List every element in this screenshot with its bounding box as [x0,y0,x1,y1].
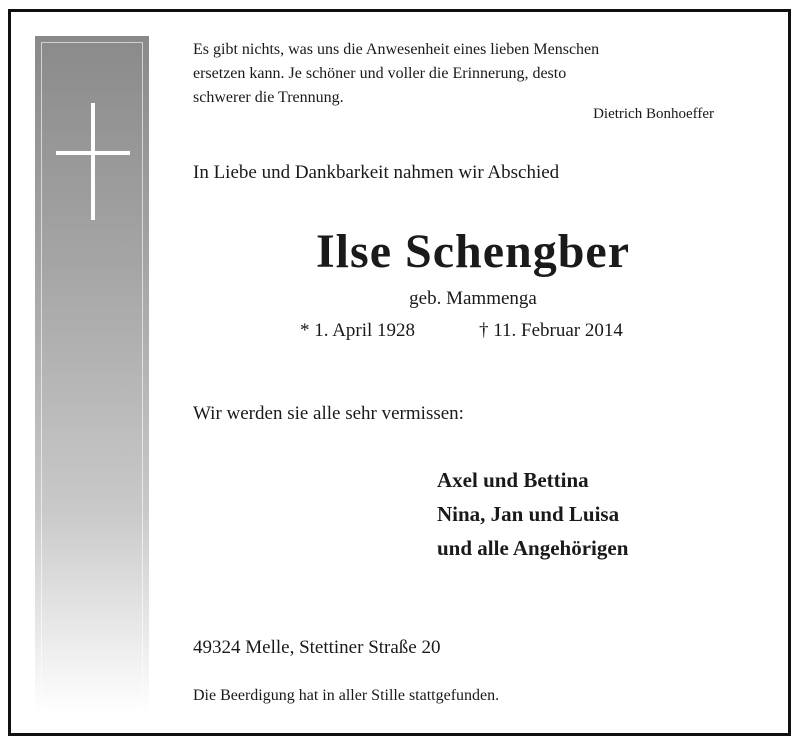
deceased-name: Ilse Schengber [316,225,630,278]
birth-date: * 1. April 1928 [300,320,416,341]
missing-text: Wir werden sie alle sehr vermissen: [193,403,464,424]
death-date: † 11. Februar 2014 [479,320,623,341]
family-list [437,463,628,565]
cross-icon [91,103,95,220]
family-member: und alle Angehörigen [437,536,629,560]
quote-author: Dietrich Bonhoeffer [593,106,714,122]
cross-icon-bar [56,151,130,155]
family-member: Axel und Bettina [437,468,589,492]
quote-line: schwerer die Trennung. [193,89,344,106]
quote-line: Es gibt nichts, was uns die Anwesenheit eines lieben Menschen [193,41,600,58]
intro-text: In Liebe und Dankbarkeit nahmen wir Abschied [193,162,560,183]
quote-text [193,38,733,110]
funeral-note: Die Beerdigung hat in aller Stille stattgefunden. [193,687,500,704]
family-member: Nina, Jan und Luisa [437,502,620,526]
quote-line: ersetzen kann. Je schöner und voller die Erinnerung, desto [193,65,567,82]
birth-name: geb. Mammenga [409,288,537,309]
address: 49324 Melle, Stettiner Straße 20 [193,637,441,658]
